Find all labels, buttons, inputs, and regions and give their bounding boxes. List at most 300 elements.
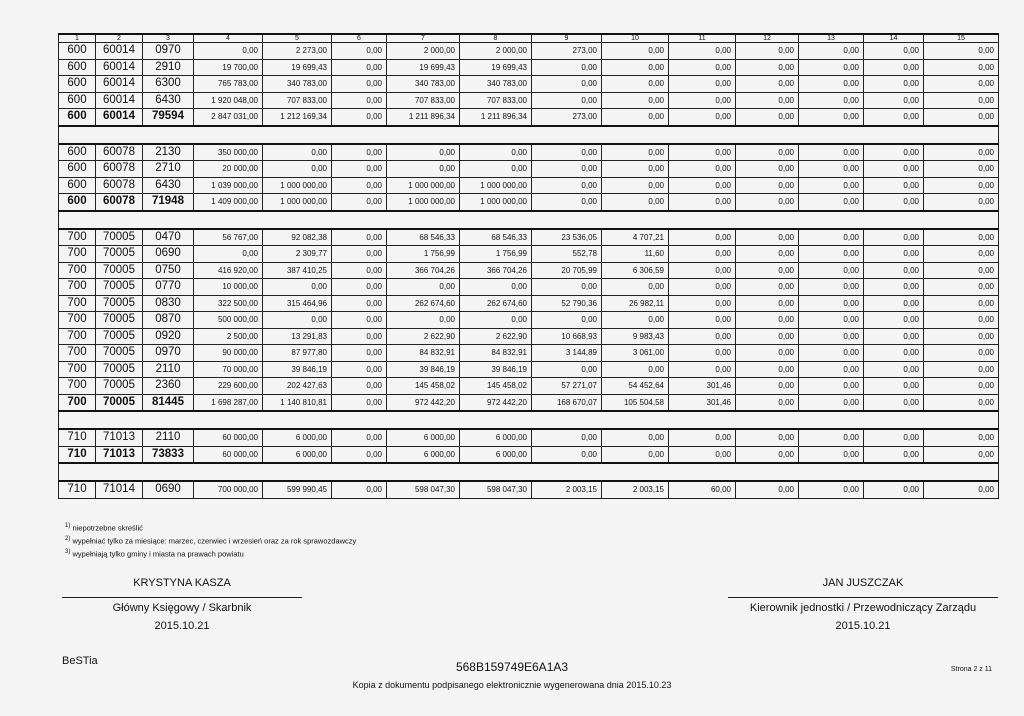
amount-cell: 2 622,90 [387, 328, 460, 345]
amount-cell: 0,00 [736, 361, 799, 378]
chapter-cell: 71013 [96, 446, 143, 463]
amount-cell: 0,00 [332, 59, 387, 76]
amount-cell: 202 427,63 [263, 378, 332, 395]
table-row [59, 92, 999, 109]
amount-cell: 0,00 [669, 312, 736, 329]
amount-cell: 707 833,00 [263, 92, 332, 109]
amount-cell: 0,00 [864, 177, 924, 194]
amount-cell: 0,00 [669, 246, 736, 263]
amount-cell: 0,00 [799, 312, 864, 329]
amount-cell: 0,00 [924, 328, 999, 345]
amount-cell: 0,00 [669, 328, 736, 345]
amount-cell: 90 000,00 [194, 345, 263, 362]
column-number: 3 [143, 34, 194, 43]
amount-cell: 0,00 [799, 194, 864, 211]
amount-cell: 0,00 [924, 59, 999, 76]
amount-cell: 0,00 [736, 312, 799, 329]
paragraph-cell: 6430 [143, 177, 194, 194]
group-separator [59, 126, 999, 144]
chapter-cell: 60014 [96, 109, 143, 126]
amount-cell: 0,00 [799, 229, 864, 246]
amount-cell: 0,00 [194, 43, 263, 60]
amount-cell: 273,00 [532, 43, 602, 60]
amount-cell: 0,00 [602, 361, 669, 378]
chapter-cell: 60078 [96, 177, 143, 194]
table-row [59, 295, 999, 312]
amount-cell: 0,00 [263, 312, 332, 329]
chapter-cell: 60014 [96, 59, 143, 76]
amount-cell: 0,00 [669, 262, 736, 279]
amount-cell: 0,00 [387, 161, 460, 178]
chapter-cell: 60014 [96, 92, 143, 109]
amount-cell: 0,00 [669, 161, 736, 178]
paragraph-cell: 2360 [143, 378, 194, 395]
table-row [59, 312, 999, 329]
chapter-cell: 70005 [96, 279, 143, 296]
amount-cell: 0,00 [332, 328, 387, 345]
amount-cell: 6 000,00 [263, 446, 332, 463]
amount-cell: 0,00 [532, 361, 602, 378]
amount-cell: 84 832,91 [387, 345, 460, 362]
chapter-cell: 60078 [96, 194, 143, 211]
amount-cell: 0,00 [924, 361, 999, 378]
table-row-total [59, 394, 999, 411]
amount-cell: 6 000,00 [387, 446, 460, 463]
amount-cell: 598 047,30 [460, 481, 532, 498]
amount-cell: 0,00 [799, 92, 864, 109]
signer-name: JAN JUSZCZAK [822, 577, 904, 589]
paragraph-cell: 81445 [143, 394, 194, 411]
amount-cell: 0,00 [460, 312, 532, 329]
amount-cell: 19 699,43 [263, 59, 332, 76]
chapter-cell: 70005 [96, 361, 143, 378]
amount-cell: 3 061,00 [602, 345, 669, 362]
column-number: 5 [263, 34, 332, 43]
amount-cell: 0,00 [532, 59, 602, 76]
amount-cell: 0,00 [669, 295, 736, 312]
amount-cell: 0,00 [332, 161, 387, 178]
column-number: 9 [532, 34, 602, 43]
amount-cell: 0,00 [924, 92, 999, 109]
amount-cell: 0,00 [736, 394, 799, 411]
amount-cell: 0,00 [332, 76, 387, 93]
table-row [59, 59, 999, 76]
amount-cell: 0,00 [924, 262, 999, 279]
amount-cell: 0,00 [602, 76, 669, 93]
amount-cell: 0,00 [736, 229, 799, 246]
amount-cell: 0,00 [924, 76, 999, 93]
signature-line [728, 597, 998, 598]
chapter-cell: 60014 [96, 76, 143, 93]
amount-cell: 350 000,00 [194, 144, 263, 161]
amount-cell: 0,00 [924, 312, 999, 329]
amount-cell: 60 000,00 [194, 446, 263, 463]
amount-cell: 54 452,64 [602, 378, 669, 395]
amount-cell: 0,00 [602, 312, 669, 329]
amount-cell: 0,00 [799, 328, 864, 345]
column-number: 8 [460, 34, 532, 43]
amount-cell: 0,00 [532, 177, 602, 194]
chapter-cell: 71013 [96, 429, 143, 446]
amount-cell: 145 458,02 [460, 378, 532, 395]
amount-cell: 0,00 [799, 446, 864, 463]
amount-cell: 0,00 [532, 161, 602, 178]
section-cell: 700 [59, 246, 96, 263]
amount-cell: 0,00 [669, 109, 736, 126]
paragraph-cell: 0470 [143, 229, 194, 246]
amount-cell: 0,00 [799, 177, 864, 194]
amount-cell: 6 000,00 [263, 429, 332, 446]
table-row [59, 161, 999, 178]
amount-cell: 1 000 000,00 [263, 177, 332, 194]
amount-cell: 0,00 [736, 481, 799, 498]
section-cell: 600 [59, 177, 96, 194]
amount-cell: 0,00 [924, 144, 999, 161]
amount-cell: 0,00 [387, 144, 460, 161]
amount-cell: 145 458,02 [387, 378, 460, 395]
group-separator [59, 211, 999, 229]
amount-cell: 366 704,26 [460, 262, 532, 279]
amount-cell: 68 546,33 [460, 229, 532, 246]
amount-cell: 105 504,58 [602, 394, 669, 411]
amount-cell: 0,00 [332, 429, 387, 446]
amount-cell: 700 000,00 [194, 481, 263, 498]
amount-cell: 2 000,00 [387, 43, 460, 60]
column-number: 12 [736, 34, 799, 43]
amount-cell: 0,00 [864, 229, 924, 246]
amount-cell: 0,00 [924, 446, 999, 463]
column-number: 13 [799, 34, 864, 43]
copy-note: Kopia z dokumentu podpisanego elektronicznie wygenerowana dnia 2015.10.23 [352, 680, 672, 690]
amount-cell: 0,00 [669, 279, 736, 296]
amount-cell: 20 000,00 [194, 161, 263, 178]
paragraph-cell: 2910 [143, 59, 194, 76]
software-name: BeSTia [62, 655, 98, 667]
column-number: 1 [59, 34, 96, 43]
paragraph-cell: 73833 [143, 446, 194, 463]
amount-cell: 598 047,30 [387, 481, 460, 498]
signature-block-head [728, 577, 998, 632]
amount-cell: 0,00 [736, 144, 799, 161]
section-cell: 710 [59, 446, 96, 463]
amount-cell: 0,00 [602, 177, 669, 194]
chapter-cell: 71014 [96, 481, 143, 498]
paragraph-cell: 2110 [143, 429, 194, 446]
amount-cell: 0,00 [332, 144, 387, 161]
chapter-cell: 70005 [96, 378, 143, 395]
amount-cell: 0,00 [332, 194, 387, 211]
section-cell: 600 [59, 59, 96, 76]
paragraph-cell: 0690 [143, 481, 194, 498]
amount-cell: 0,00 [669, 345, 736, 362]
amount-cell: 0,00 [864, 394, 924, 411]
amount-cell: 2 500,00 [194, 328, 263, 345]
amount-cell: 0,00 [864, 295, 924, 312]
amount-cell: 0,00 [602, 59, 669, 76]
amount-cell: 1 000 000,00 [387, 177, 460, 194]
amount-cell: 0,00 [799, 394, 864, 411]
footnotes [65, 521, 356, 560]
paragraph-cell: 0830 [143, 295, 194, 312]
amount-cell: 0,00 [736, 161, 799, 178]
amount-cell: 0,00 [669, 59, 736, 76]
section-cell: 600 [59, 109, 96, 126]
table-row-total [59, 194, 999, 211]
paragraph-cell: 2130 [143, 144, 194, 161]
section-cell: 600 [59, 92, 96, 109]
amount-cell: 39 846,19 [460, 361, 532, 378]
amount-cell: 0,00 [799, 144, 864, 161]
amount-cell: 0,00 [532, 76, 602, 93]
amount-cell: 1 212 169,34 [263, 109, 332, 126]
column-number: 10 [602, 34, 669, 43]
table-row-total [59, 446, 999, 463]
table-row [59, 429, 999, 446]
amount-cell: 1 211 896,34 [387, 109, 460, 126]
column-number: 15 [924, 34, 999, 43]
amount-cell: 0,00 [332, 262, 387, 279]
signature-block-accountant [62, 577, 302, 632]
amount-cell: 765 783,00 [194, 76, 263, 93]
amount-cell: 707 833,00 [387, 92, 460, 109]
table-row [59, 279, 999, 296]
page-number: Strona 2 z 11 [950, 666, 992, 673]
section-cell: 600 [59, 194, 96, 211]
amount-cell: 2 847 031,00 [194, 109, 263, 126]
amount-cell: 84 832,91 [460, 345, 532, 362]
section-cell: 700 [59, 345, 96, 362]
amount-cell: 0,00 [736, 429, 799, 446]
amount-cell: 0,00 [669, 194, 736, 211]
amount-cell: 315 464,96 [263, 295, 332, 312]
table-row [59, 361, 999, 378]
amount-cell: 1 000 000,00 [460, 194, 532, 211]
amount-cell: 0,00 [332, 92, 387, 109]
amount-cell: 0,00 [864, 246, 924, 263]
column-number: 2 [96, 34, 143, 43]
amount-cell: 6 000,00 [460, 429, 532, 446]
amount-cell: 0,00 [263, 279, 332, 296]
amount-cell: 0,00 [864, 144, 924, 161]
amount-cell: 322 500,00 [194, 295, 263, 312]
amount-cell: 1 920 048,00 [194, 92, 263, 109]
amount-cell: 0,00 [332, 378, 387, 395]
paragraph-cell: 0690 [143, 246, 194, 263]
amount-cell: 0,00 [263, 144, 332, 161]
amount-cell: 39 846,19 [387, 361, 460, 378]
table-row [59, 229, 999, 246]
table-row [59, 246, 999, 263]
amount-cell: 0,00 [532, 446, 602, 463]
section-cell: 700 [59, 312, 96, 329]
amount-cell: 1 000 000,00 [387, 194, 460, 211]
paragraph-cell: 6300 [143, 76, 194, 93]
amount-cell: 0,00 [332, 229, 387, 246]
amount-cell: 56 767,00 [194, 229, 263, 246]
table-row [59, 345, 999, 362]
amount-cell: 0,00 [799, 262, 864, 279]
section-cell: 700 [59, 361, 96, 378]
amount-cell: 273,00 [532, 109, 602, 126]
amount-cell: 0,00 [799, 481, 864, 498]
amount-cell: 301,46 [669, 394, 736, 411]
group-separator [59, 463, 999, 481]
paragraph-cell: 0770 [143, 279, 194, 296]
amount-cell: 0,00 [864, 194, 924, 211]
chapter-cell: 70005 [96, 295, 143, 312]
amount-cell: 0,00 [864, 345, 924, 362]
amount-cell: 0,00 [332, 312, 387, 329]
amount-cell: 340 783,00 [387, 76, 460, 93]
amount-cell: 0,00 [864, 378, 924, 395]
amount-cell: 19 700,00 [194, 59, 263, 76]
amount-cell: 4 707,21 [602, 229, 669, 246]
amount-cell: 0,00 [387, 279, 460, 296]
amount-cell: 0,00 [669, 446, 736, 463]
chapter-cell: 70005 [96, 262, 143, 279]
table-row [59, 262, 999, 279]
amount-cell: 2 000,00 [460, 43, 532, 60]
amount-cell: 0,00 [332, 295, 387, 312]
amount-cell: 0,00 [194, 246, 263, 263]
amount-cell: 3 144,89 [532, 345, 602, 362]
amount-cell: 0,00 [924, 295, 999, 312]
amount-cell: 57 271,07 [532, 378, 602, 395]
amount-cell: 13 291,83 [263, 328, 332, 345]
amount-cell: 0,00 [602, 279, 669, 296]
amount-cell: 0,00 [532, 194, 602, 211]
amount-cell: 262 674,60 [460, 295, 532, 312]
amount-cell: 0,00 [332, 361, 387, 378]
amount-cell: 0,00 [332, 345, 387, 362]
amount-cell: 707 833,00 [460, 92, 532, 109]
amount-cell: 60,00 [669, 481, 736, 498]
signature-line [62, 597, 302, 598]
amount-cell: 0,00 [924, 394, 999, 411]
amount-cell: 2 273,00 [263, 43, 332, 60]
amount-cell: 0,00 [602, 429, 669, 446]
section-cell: 700 [59, 378, 96, 395]
amount-cell: 10 668,93 [532, 328, 602, 345]
amount-cell: 0,00 [736, 279, 799, 296]
amount-cell: 0,00 [602, 144, 669, 161]
amount-cell: 0,00 [669, 144, 736, 161]
amount-cell: 0,00 [669, 361, 736, 378]
table-row [59, 43, 999, 60]
amount-cell: 229 600,00 [194, 378, 263, 395]
budget-report-sheet [58, 33, 998, 499]
paragraph-cell: 0970 [143, 345, 194, 362]
paragraph-cell: 0970 [143, 43, 194, 60]
signer-role: Kierownik jednostki / Przewodniczący Zarządu [749, 602, 977, 614]
amount-cell: 2 622,90 [460, 328, 532, 345]
amount-cell: 0,00 [669, 229, 736, 246]
amount-cell: 0,00 [736, 295, 799, 312]
amount-cell: 2 309,77 [263, 246, 332, 263]
amount-cell: 0,00 [799, 43, 864, 60]
amount-cell: 6 306,59 [602, 262, 669, 279]
amount-cell: 0,00 [924, 429, 999, 446]
amount-cell: 0,00 [864, 361, 924, 378]
amount-cell: 0,00 [736, 109, 799, 126]
amount-cell: 0,00 [924, 246, 999, 263]
section-cell: 700 [59, 295, 96, 312]
signature-date: 2015.10.21 [835, 620, 891, 632]
amount-cell: 1 756,99 [387, 246, 460, 263]
table-row [59, 328, 999, 345]
amount-cell: 0,00 [736, 194, 799, 211]
amount-cell: 0,00 [736, 378, 799, 395]
amount-cell: 0,00 [924, 177, 999, 194]
column-number: 11 [669, 34, 736, 43]
paragraph-cell: 2710 [143, 161, 194, 178]
chapter-cell: 60014 [96, 43, 143, 60]
amount-cell: 87 977,80 [263, 345, 332, 362]
paragraph-cell: 2110 [143, 361, 194, 378]
amount-cell: 0,00 [532, 279, 602, 296]
column-number: 4 [194, 34, 263, 43]
amount-cell: 0,00 [924, 279, 999, 296]
chapter-cell: 70005 [96, 345, 143, 362]
amount-cell: 52 790,36 [532, 295, 602, 312]
amount-cell: 1 211 896,34 [460, 109, 532, 126]
amount-cell: 0,00 [864, 109, 924, 126]
footnote: $^{1)}$ niepotrzebne skreślić [65, 523, 143, 533]
amount-cell: 0,00 [924, 43, 999, 60]
amount-cell: 0,00 [332, 481, 387, 498]
amount-cell: 0,00 [736, 345, 799, 362]
group-separator [59, 411, 999, 429]
amount-cell: 0,00 [736, 446, 799, 463]
amount-cell: 0,00 [864, 161, 924, 178]
amount-cell: 301,46 [669, 378, 736, 395]
amount-cell: 26 982,11 [602, 295, 669, 312]
amount-cell: 0,00 [332, 246, 387, 263]
amount-cell: 0,00 [532, 429, 602, 446]
amount-cell: 500 000,00 [194, 312, 263, 329]
amount-cell: 0,00 [924, 229, 999, 246]
amount-cell: 0,00 [864, 59, 924, 76]
amount-cell: 0,00 [532, 92, 602, 109]
amount-cell: 0,00 [736, 76, 799, 93]
section-cell: 700 [59, 262, 96, 279]
amount-cell: 0,00 [736, 328, 799, 345]
amount-cell: 0,00 [799, 246, 864, 263]
amount-cell: 416 920,00 [194, 262, 263, 279]
amount-cell: 0,00 [864, 429, 924, 446]
signer-name: KRYSTYNA KASZA [133, 577, 231, 589]
amount-cell: 6 000,00 [460, 446, 532, 463]
section-cell: 600 [59, 144, 96, 161]
amount-cell: 0,00 [864, 481, 924, 498]
paragraph-cell: 0920 [143, 328, 194, 345]
amount-cell: 0,00 [460, 279, 532, 296]
footnote: $^{3)}$ wypełniają tylko gminy i miasta na prawach powiatu [65, 549, 244, 559]
amount-cell: 0,00 [602, 92, 669, 109]
amount-cell: 0,00 [799, 59, 864, 76]
amount-cell: 0,00 [864, 446, 924, 463]
amount-cell: 0,00 [263, 161, 332, 178]
paragraph-cell: 0750 [143, 262, 194, 279]
amount-cell: 92 082,38 [263, 229, 332, 246]
amount-cell: 0,00 [460, 144, 532, 161]
amount-cell: 6 000,00 [387, 429, 460, 446]
signature-date: 2015.10.21 [154, 620, 210, 632]
amount-cell: 0,00 [669, 76, 736, 93]
amount-cell: 0,00 [799, 378, 864, 395]
amount-cell: 39 846,19 [263, 361, 332, 378]
amount-cell: 972 442,20 [460, 394, 532, 411]
